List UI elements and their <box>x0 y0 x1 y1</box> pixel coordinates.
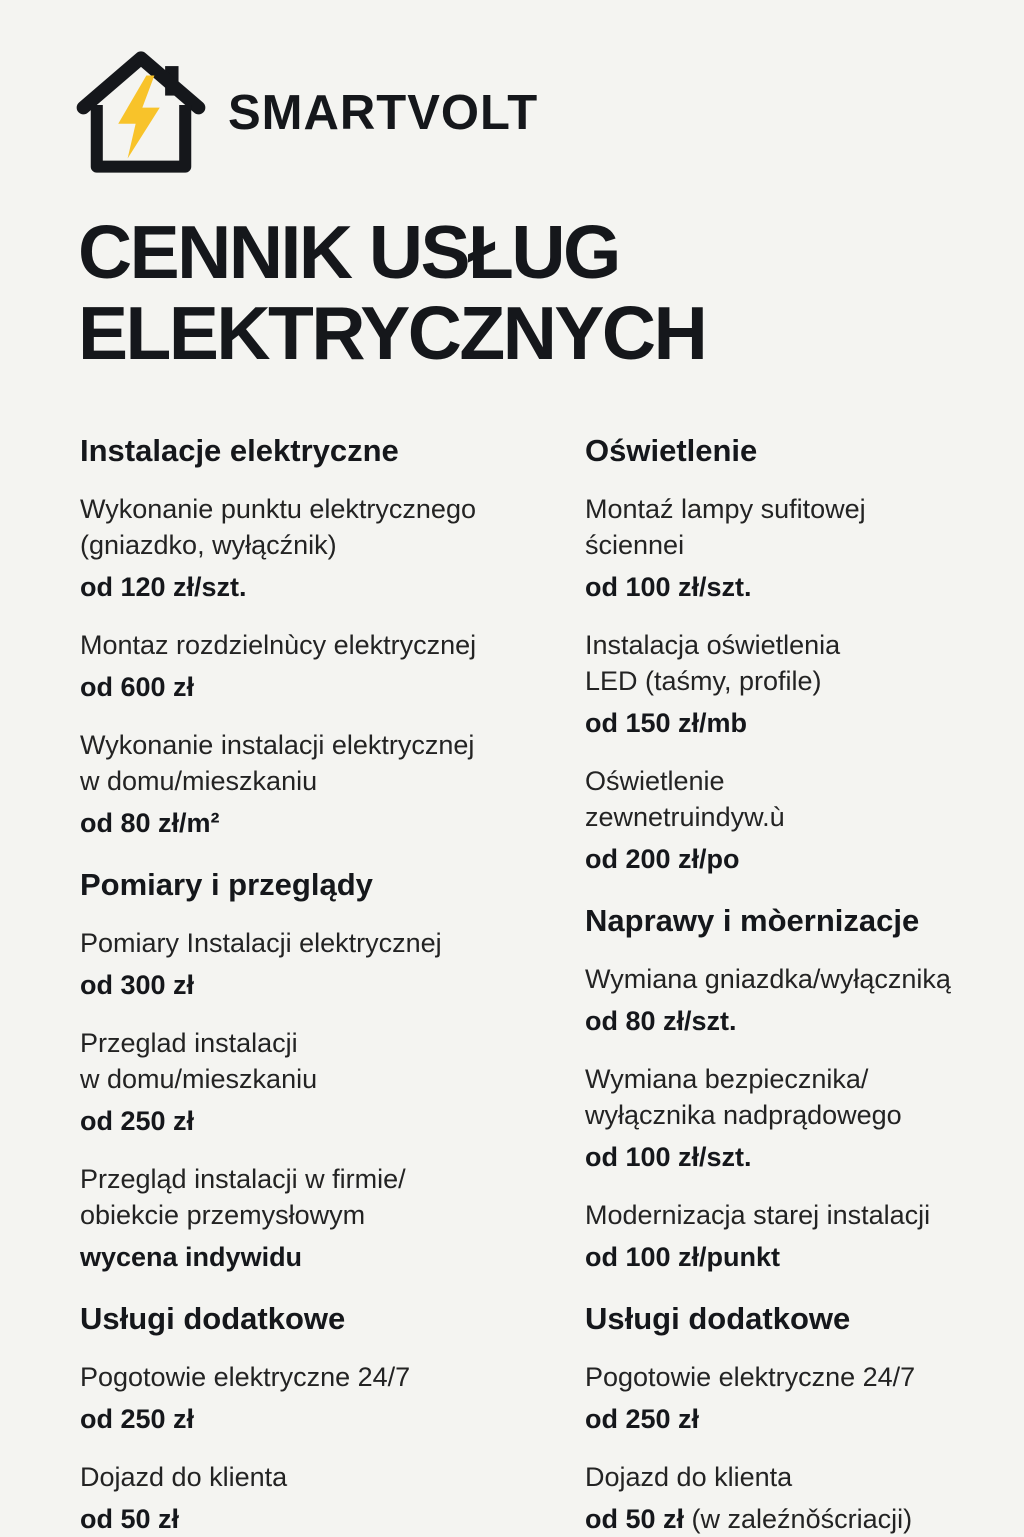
service-description-line: LED (taśmy, profile) <box>585 666 822 696</box>
price-value: od 100 zł/punkt <box>585 1242 781 1272</box>
price-value: od 150 zł/mb <box>585 708 748 738</box>
brand-name: SMARTVOLT <box>228 86 539 140</box>
service-description-line: obiekcie przemysłowym <box>80 1200 366 1230</box>
service-item <box>585 627 986 741</box>
price-section <box>585 1301 986 1537</box>
price-section <box>80 433 585 841</box>
service-price <box>80 569 585 605</box>
service-description-line: w domu/mieszkaniu <box>80 766 318 796</box>
service-price <box>80 1501 585 1537</box>
price-value: od 50 zł <box>585 1504 685 1534</box>
service-item <box>585 491 986 605</box>
price-value: wycena indywidu <box>80 1242 303 1272</box>
house-lightning-icon <box>74 46 208 180</box>
service-description-line: Oświetlenie <box>585 766 725 796</box>
section-heading: Naprawy i mòernizacje <box>585 903 920 938</box>
section-heading: Pomiary i przeglądy <box>80 867 373 902</box>
service-description-line: Modernizacja starej instalacji <box>585 1200 931 1230</box>
service-item <box>585 763 986 877</box>
price-value: od 120 zł/szt. <box>80 572 247 602</box>
price-section <box>80 867 585 1275</box>
service-item <box>80 491 585 605</box>
left-column <box>80 433 585 1537</box>
service-price <box>585 1003 986 1039</box>
price-value: od 250 zł <box>585 1404 700 1434</box>
price-value: od 200 zł/po <box>585 844 740 874</box>
service-description-line: Wymiana gniazdka/wyłączniką <box>585 964 951 994</box>
section-heading: Oświetlenie <box>585 433 758 468</box>
service-price <box>585 705 986 741</box>
service-price <box>585 569 986 605</box>
price-value: od 600 zł <box>80 672 195 702</box>
service-price <box>80 1103 585 1139</box>
section-heading: Usługi dodatkowe <box>585 1301 851 1336</box>
price-value: od 300 zł <box>80 970 195 1000</box>
service-description-line: Dojazd do klienta <box>585 1462 793 1492</box>
price-value: od 100 zł/szt. <box>585 1142 752 1172</box>
page-title <box>78 212 705 374</box>
service-description-line: Dojazd do klienta <box>80 1462 288 1492</box>
service-price <box>80 1401 585 1437</box>
service-price <box>80 805 585 841</box>
service-description-line: Pogotowie elektryczne 24/7 <box>585 1362 916 1392</box>
service-description-line: Przegląd instalacji w firmie/ <box>80 1164 406 1194</box>
lightning-bolt-shape <box>118 75 160 158</box>
page-title-line-2: ELEKTRYCZNYCH <box>78 291 706 375</box>
service-item <box>80 1459 585 1537</box>
service-description-line: wyłącznika nadprądowego <box>585 1100 902 1130</box>
service-description-line: Pomiary Instalacji elektrycznej <box>80 928 442 958</box>
service-description-line: zewnetruindyw.ù <box>585 802 785 832</box>
service-price <box>585 841 986 877</box>
service-description-line: ściennei <box>585 530 685 560</box>
service-item <box>585 1061 986 1175</box>
service-item <box>80 1025 585 1139</box>
service-description-line: (gniazdko, wyłącźnik) <box>80 530 337 560</box>
service-description-line: w domu/mieszkaniu <box>80 1064 318 1094</box>
price-value: od 100 zł/szt. <box>585 572 752 602</box>
section-heading: Instalacje elektryczne <box>80 433 399 468</box>
service-description-line: Montaź lampy sufitowej <box>585 494 866 524</box>
price-note: (w zaleźnǒścriacji) <box>684 1504 913 1534</box>
service-description-line: Montaz rozdzielnùcy elektrycznej <box>80 630 477 660</box>
service-description-line: Wymiana bezpiecznika/ <box>585 1064 869 1094</box>
price-section <box>585 433 986 877</box>
service-price <box>585 1401 986 1437</box>
service-item <box>80 1161 585 1275</box>
service-item <box>80 627 585 705</box>
service-item <box>585 1459 986 1537</box>
service-price <box>585 1139 986 1175</box>
service-item <box>585 961 986 1039</box>
price-value: od 80 zł/szt. <box>585 1006 737 1036</box>
logo-header <box>74 46 538 180</box>
price-value: od 250 zł <box>80 1404 195 1434</box>
service-item <box>80 1359 585 1437</box>
service-price <box>80 669 585 705</box>
right-column <box>585 433 986 1537</box>
service-item <box>80 727 585 841</box>
service-price <box>585 1239 986 1275</box>
service-item <box>80 925 585 1003</box>
service-item <box>585 1359 986 1437</box>
page-title-line-1: CENNIK USŁUG <box>78 210 619 294</box>
service-price <box>585 1501 986 1537</box>
service-description-line: Przeglad instalacji <box>80 1028 298 1058</box>
price-value: od 250 zł <box>80 1106 195 1136</box>
service-description-line: Wykonanie instalacji elektrycznej <box>80 730 475 760</box>
price-section <box>585 903 986 1275</box>
price-columns <box>80 433 986 1537</box>
service-price <box>80 1239 585 1275</box>
service-description-line: Pogotowie elektryczne 24/7 <box>80 1362 411 1392</box>
service-price <box>80 967 585 1003</box>
price-value: od 80 zł/m² <box>80 808 220 838</box>
service-description-line: Instalacja oświetlenia <box>585 630 841 660</box>
service-description-line: Wykonanie punktu elektrycznego <box>80 494 476 524</box>
section-heading: Usługi dodatkowe <box>80 1301 346 1336</box>
price-value: od 50 zł <box>80 1504 180 1534</box>
service-item <box>585 1197 986 1275</box>
price-section <box>80 1301 585 1537</box>
